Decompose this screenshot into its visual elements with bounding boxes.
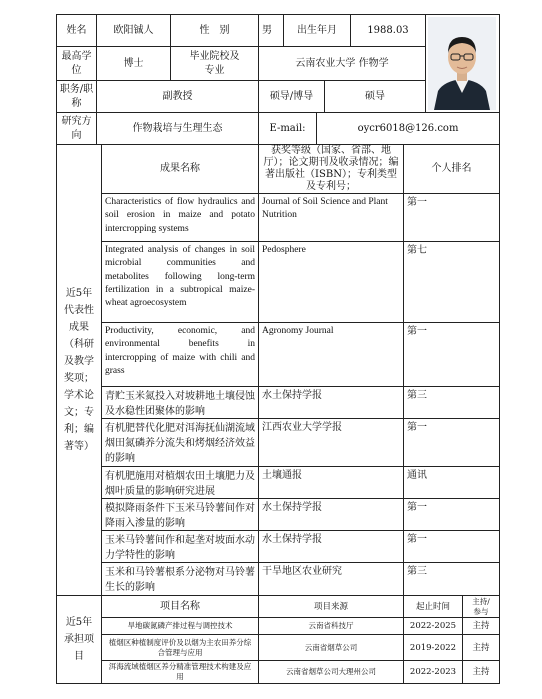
achievement-name: 有机肥施用对植烟农田土壤肥力及烟叶质量的影响研究进展: [105, 471, 255, 497]
research-label: 研究方向: [61, 115, 92, 141]
achievement-source: 干旱地区农业研究: [262, 566, 342, 577]
gender-value: 男: [262, 24, 272, 36]
achievement-source: 水土保持学报: [262, 390, 322, 401]
project-time: 2022-2023: [409, 667, 457, 677]
name-value: 欧阳铖人: [113, 24, 154, 36]
project-time: 2022-2025: [409, 621, 457, 631]
achievement-rank: 第一: [407, 197, 427, 208]
email-value: oycr6018@126.com: [357, 122, 459, 134]
title-label: 职务/职称: [59, 83, 94, 109]
project-name: 旱地碳氮磷产排过程与调控技术: [127, 621, 233, 630]
project-source: 云南省烟草公司大理州公司: [286, 667, 376, 676]
achievement-rank: 通讯: [407, 470, 427, 481]
achievement-name: 模拟降雨条件下玉米马铃薯间作对降雨入渗量的影响: [105, 503, 255, 529]
supervisor-value: 硕导: [365, 90, 385, 102]
achievements-col-rank: 个人排名: [431, 163, 472, 174]
title-value: 副教授: [162, 90, 193, 102]
achievement-name: Productivity, economic, and environmental benefits in intercropping of maize with chili and grass: [105, 326, 255, 376]
project-role: 主持: [472, 621, 490, 631]
achievement-source: 江西农业大学学报: [262, 422, 342, 433]
portrait-image: [428, 17, 496, 110]
projects-col-name: 项目名称: [160, 600, 200, 612]
achievement-name: Characteristics of flow hydraulics and soil erosion in maize and potato intercropping systems: [105, 197, 255, 234]
project-name: 植烟区种植制度评价及以烟为主农田养分综合管理与应用: [108, 637, 252, 657]
project-source: 云南省烟草公司: [304, 642, 358, 652]
school-value: 云南农业大学 作物学: [295, 57, 389, 69]
birth-label: 出生年月: [297, 24, 337, 36]
achievement-source: 水土保持学报: [262, 502, 322, 513]
achievement-source: 水土保持学报: [262, 534, 322, 545]
achievement-rank: 第七: [407, 245, 427, 256]
achievement-rank: 第三: [407, 390, 427, 401]
project-source: 云南省科技厅: [308, 621, 354, 630]
projects-col-time: 起止时间: [415, 601, 450, 612]
birth-value: 1988.03: [367, 24, 409, 36]
achievement-rank: 第一: [407, 326, 427, 337]
projects-section-label: 近5年承担项目: [64, 617, 94, 662]
table-border-right: [499, 14, 500, 684]
achievement-name: 玉米和马铃薯根系分泌物对马铃薯生长的影响: [105, 567, 255, 593]
gender-label: 性 别: [199, 24, 230, 36]
achievement-source: Pedosphere: [262, 245, 306, 255]
name-label: 姓名: [66, 24, 87, 36]
achievement-rank: 第三: [407, 566, 427, 577]
achievement-rank: 第一: [407, 502, 427, 513]
achievement-source: Agronomy Journal: [262, 326, 334, 336]
project-role: 主持: [472, 642, 490, 653]
degree-label: 最高学位: [61, 50, 92, 76]
achievement-source: 土壤通报: [262, 470, 302, 481]
project-role: 主持: [472, 667, 490, 677]
achievement-name: 玉米马铃薯间作和起垄对坡面水动力学特性的影响: [105, 535, 255, 561]
achievements-col-name: 成果名称: [160, 163, 200, 174]
achievement-name: 青贮玉米氮投入对坡耕地土壤侵蚀及水稳性团聚体的影响: [105, 391, 255, 417]
project-name: 洱海流域植烟区养分精准管理技术构建及应用: [108, 662, 252, 681]
table-border-bottom: [56, 683, 500, 684]
supervisor-label: 硕导/博导: [269, 90, 314, 102]
achievement-rank: 第一: [407, 422, 427, 433]
email-label: E-mail:: [269, 122, 306, 134]
achievement-rank: 第一: [407, 534, 427, 545]
project-time: 2019-2022: [409, 642, 457, 653]
achievements-section-label: 近5年代表性成果（科研及教学奖项；学术论文；专利；编著等）: [64, 288, 94, 452]
achievement-source: Journal of Soil Science and Plant Nutrition: [262, 197, 388, 221]
achievement-name: Integrated analysis of changes in soil microbial communities and metabolites following long-term fertilization in a subtropical maize-wheat agroecosystem: [105, 245, 255, 309]
projects-col-role: 主持/参与: [472, 596, 490, 616]
portrait-photo: [428, 17, 496, 110]
rule: [425, 14, 426, 113]
achievement-name: 有机肥替代化肥对洱海抚仙湖流域烟田氮磷养分流失和烤烟经济效益的影响: [105, 423, 255, 464]
school-label: 毕业院校及专业: [189, 50, 240, 76]
degree-value: 博士: [123, 57, 144, 69]
achievements-col-source: 获奖等级（国家、省部、地厅）；论文期刊及收录情况；编著出版社（ISBN）；专利类型及专利号；: [263, 145, 399, 192]
research-value: 作物栽培与生理生态: [132, 122, 223, 134]
projects-col-source: 项目来源: [313, 601, 348, 612]
